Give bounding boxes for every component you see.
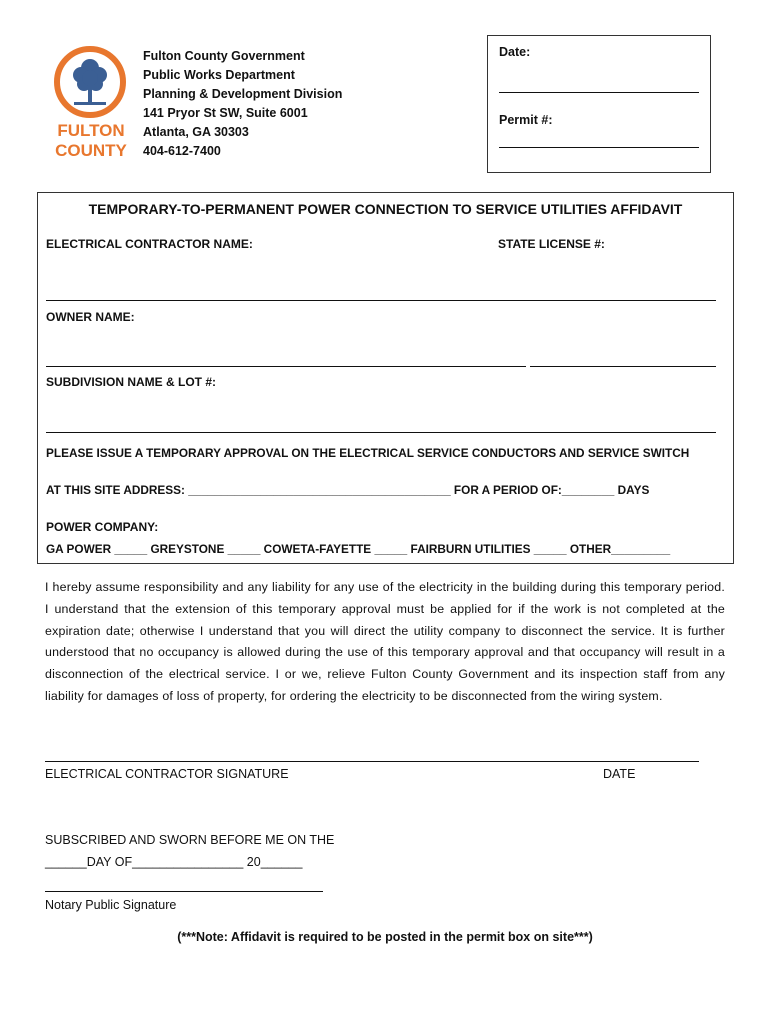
liability-statement: I hereby assume responsibility and any liability for any use of the electricity in the building during this temporary period. I understand that the extension of this temporary approval must be applied for if the work is not completed at the expiration date; otherwise I understand that you will direct the utility company to disconnect the service. It is further understood that no occupancy is allowed during the use of this temporary approval and that occupancy will result in a disconnection of the electrical service. I or we, relieve Fulton County Government and its inspection staff from any liability for damages of loss of property, for ordering the electricity to be disconnected from the wiring system.	[45, 580, 725, 703]
sworn-statement: SUBSCRIBED AND SWORN BEFORE ME ON THE	[45, 833, 335, 847]
permit-label: Permit #:	[499, 113, 553, 127]
signature-date-label: DATE	[603, 767, 636, 781]
owner-name-field[interactable]	[46, 366, 526, 367]
address-line: Public Works Department	[143, 68, 295, 82]
site-address-line: AT THIS SITE ADDRESS: ________________________________________ FOR A PERIOD OF:________ DAYS	[46, 483, 650, 497]
contractor-signature-label: ELECTRICAL CONTRACTOR SIGNATURE	[45, 767, 289, 781]
sworn-date-line: ______DAY OF________________ 20______	[45, 855, 303, 869]
issue-approval-text: PLEASE ISSUE A TEMPORARY APPROVAL ON THE ELECTRICAL SERVICE CONDUCTORS AND SERVICE SWITCH	[46, 446, 690, 460]
posting-note: (***Note: Affidavit is required to be posted in the permit box on site***)	[177, 930, 593, 944]
power-company-label: POWER COMPANY:	[46, 520, 159, 534]
affidavit-form	[37, 192, 734, 564]
owner-name-label: OWNER NAME:	[46, 310, 135, 324]
contractor-name-field[interactable]	[46, 300, 716, 301]
owner-name-field-extra[interactable]	[530, 366, 716, 367]
address-line: Fulton County Government	[143, 49, 305, 63]
address-line: 404-612-7400	[143, 144, 221, 158]
permit-field[interactable]	[499, 147, 699, 148]
logo-text-county: COUNTY	[55, 141, 127, 160]
subdivision-field[interactable]	[46, 432, 716, 433]
address-line: Planning & Development Division	[143, 87, 343, 101]
department-address	[143, 47, 342, 161]
power-company-options: GA POWER _____ GREYSTONE _____ COWETA-FAYETTE _____ FAIRBURN UTILITIES _____ OTHER_________	[46, 542, 671, 556]
fulton-county-logo	[50, 44, 132, 162]
date-field[interactable]	[499, 92, 699, 93]
contractor-signature-line[interactable]	[45, 761, 699, 762]
notary-signature-line[interactable]	[45, 891, 323, 892]
date-permit-box	[487, 35, 711, 173]
form-title: TEMPORARY-TO-PERMANENT POWER CONNECTION TO SERVICE UTILITIES AFFIDAVIT	[88, 201, 683, 217]
address-line: Atlanta, GA 30303	[143, 125, 249, 139]
logo-text-fulton: FULTON	[57, 121, 125, 140]
subdivision-label: SUBDIVISION NAME & LOT #:	[46, 375, 217, 389]
address-line: 141 Pryor St SW, Suite 6001	[143, 106, 308, 120]
date-label: Date:	[499, 45, 531, 59]
notary-signature-label: Notary Public Signature	[45, 898, 177, 912]
contractor-name-label: ELECTRICAL CONTRACTOR NAME:	[46, 237, 253, 251]
state-license-label: STATE LICENSE #:	[498, 237, 605, 251]
